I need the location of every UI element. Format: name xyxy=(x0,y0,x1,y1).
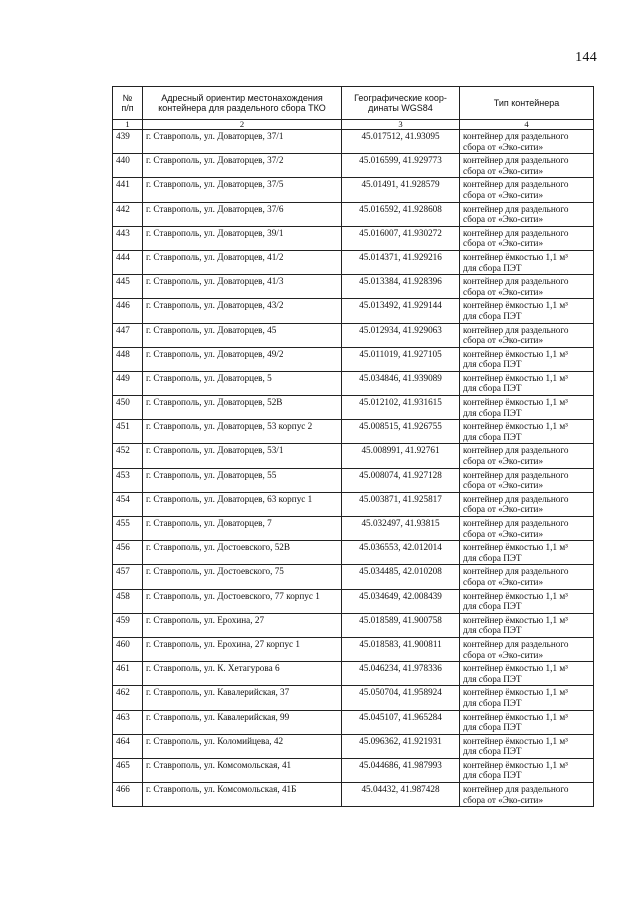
address-cell xyxy=(143,299,342,323)
coordinates-cell-text: 45.012102, 41.931615 xyxy=(359,397,442,408)
address-cell xyxy=(143,371,342,395)
address-cell xyxy=(143,420,342,444)
container-type-cell xyxy=(460,541,594,565)
row-number xyxy=(113,275,143,299)
coordinates-cell xyxy=(342,178,460,202)
row-number xyxy=(113,734,143,758)
coordinates-cell-text: 45.016592, 41.928608 xyxy=(359,203,442,214)
address-cell xyxy=(143,178,342,202)
row-number xyxy=(113,710,143,734)
container-type-cell xyxy=(460,347,594,371)
address-cell xyxy=(143,686,342,710)
coordinates-cell-text: 45.050704, 41.958924 xyxy=(359,687,442,698)
container-type-cell-text: контейнер для раздельного сбора от «Эко-сити» xyxy=(463,203,569,225)
row-number xyxy=(113,130,143,154)
address-cell-text: г. Ставрополь, ул. Кавалерийская, 37 xyxy=(146,687,290,698)
container-type-cell-text: контейнер ёмкостью 1,1 м³ для сбора ПЭТ xyxy=(463,590,568,612)
table-row xyxy=(113,396,594,420)
coordinates-cell xyxy=(342,565,460,589)
coordinates-cell-text: 45.096362, 41.921931 xyxy=(359,735,442,746)
row-number xyxy=(113,589,143,613)
address-cell-text: г. Ставрополь, ул. Доваторцев, 37/6 xyxy=(146,203,284,214)
address-cell xyxy=(143,154,342,178)
container-type-cell-text: контейнер ёмкостью 1,1 м³ для сбора ПЭТ xyxy=(463,300,568,321)
coordinates-cell-text: 45.034485, 42.010208 xyxy=(359,566,442,577)
address-cell-text: г. Ставрополь, ул. Доваторцев, 43/2 xyxy=(146,300,284,311)
coordinates-cell xyxy=(342,734,460,758)
address-cell xyxy=(143,758,342,782)
coordinates-cell xyxy=(342,396,460,420)
table-row xyxy=(113,662,594,686)
coordinates-cell xyxy=(342,613,460,637)
container-type-cell xyxy=(460,371,594,395)
container-type-cell-text: контейнер для раздельного сбора от «Эко-сити» xyxy=(463,276,569,297)
container-type-cell-text: контейнер для раздельного сбора от «Эко-сити» xyxy=(463,131,569,152)
row-number-text: 440 xyxy=(116,155,130,166)
container-type-cell xyxy=(460,154,594,178)
container-type-cell xyxy=(460,323,594,347)
row-number xyxy=(113,154,143,178)
row-number xyxy=(113,637,143,661)
container-type-cell xyxy=(460,492,594,516)
row-number xyxy=(113,783,143,807)
address-cell xyxy=(143,492,342,516)
address-cell-text: г. Ставрополь, ул. К. Хетагурова 6 xyxy=(146,663,280,674)
row-number xyxy=(113,492,143,516)
table-row xyxy=(113,420,594,444)
row-number xyxy=(113,226,143,250)
table-row xyxy=(113,371,594,395)
container-register-table xyxy=(112,86,594,807)
column-index-4: 4 xyxy=(460,120,594,130)
row-number-text: 447 xyxy=(116,324,130,335)
coordinates-cell xyxy=(342,686,460,710)
coordinates-cell-text: 45.036553, 42.012014 xyxy=(359,542,442,553)
table-row xyxy=(113,468,594,492)
container-type-cell xyxy=(460,783,594,807)
coordinates-cell-text: 45.008515, 41.926755 xyxy=(359,421,442,432)
coordinates-cell-text: 45.018589, 41.900758 xyxy=(359,614,442,625)
address-cell-text: г. Ставрополь, ул. Доваторцев, 41/2 xyxy=(146,251,284,262)
row-number xyxy=(113,565,143,589)
address-cell xyxy=(143,541,342,565)
container-type-cell xyxy=(460,396,594,420)
row-number-text: 456 xyxy=(116,542,130,553)
address-cell-text: г. Ставрополь, ул. Кавалерийская, 99 xyxy=(146,711,290,722)
address-cell xyxy=(143,323,342,347)
coordinates-cell-text: 45.012934, 41.929063 xyxy=(359,324,442,335)
container-type-cell-text: контейнер для раздельного сбора от «Эко-сити» xyxy=(463,155,569,176)
container-type-cell-text: контейнер для раздельного сбора от «Эко-сити» xyxy=(463,469,569,491)
container-type-cell xyxy=(460,130,594,154)
coordinates-cell xyxy=(342,444,460,468)
container-type-cell xyxy=(460,565,594,589)
container-type-cell xyxy=(460,444,594,468)
container-type-cell-text: контейнер для раздельного сбора от «Эко-сити» xyxy=(463,493,569,515)
address-cell xyxy=(143,468,342,492)
container-type-cell xyxy=(460,686,594,710)
coordinates-cell-text: 45.032497, 41.93815 xyxy=(361,518,440,528)
address-cell xyxy=(143,444,342,468)
address-cell-text: г. Ставрополь, ул. Доваторцев, 37/2 xyxy=(146,155,284,166)
table-row xyxy=(113,783,594,807)
column-index-1: 1 xyxy=(113,120,143,130)
table-row xyxy=(113,130,594,154)
table-header xyxy=(113,87,594,130)
table-row xyxy=(113,154,594,178)
row-number-text: 458 xyxy=(116,590,130,601)
coordinates-cell xyxy=(342,420,460,444)
coordinates-cell xyxy=(342,710,460,734)
address-cell xyxy=(143,130,342,154)
coordinates-cell xyxy=(342,468,460,492)
header-coords: Географические коор-динаты WGS84 xyxy=(342,87,460,120)
container-type-cell xyxy=(460,275,594,299)
container-type-cell xyxy=(460,613,594,637)
table-row xyxy=(113,226,594,250)
container-type-cell xyxy=(460,517,594,541)
table-row xyxy=(113,589,594,613)
container-type-cell-text: контейнер ёмкостью 1,1 м³ для сбора ПЭТ xyxy=(463,735,568,757)
coordinates-cell xyxy=(342,662,460,686)
table-row xyxy=(113,492,594,516)
address-cell xyxy=(143,734,342,758)
address-cell-text: г. Ставрополь, ул. Доваторцев, 5 xyxy=(146,372,272,383)
row-number xyxy=(113,758,143,782)
container-type-cell-text: контейнер ёмкостью 1,1 м³ для сбора ПЭТ xyxy=(463,372,568,394)
table-row xyxy=(113,323,594,347)
address-cell-text: г. Ставрополь, ул. Доваторцев, 53 корпус 2 xyxy=(146,421,313,432)
coordinates-cell-text: 45.016007, 41.930272 xyxy=(359,227,442,238)
table-row xyxy=(113,250,594,274)
row-number-text: 455 xyxy=(116,518,130,528)
container-type-cell xyxy=(460,589,594,613)
row-number-text: 462 xyxy=(116,687,130,698)
row-number-text: 460 xyxy=(116,638,130,649)
table-row xyxy=(113,613,594,637)
row-number-text: 446 xyxy=(116,300,130,311)
address-cell-text: г. Ставрополь, ул. Доваторцев, 49/2 xyxy=(146,348,284,359)
container-type-cell-text: контейнер для раздельного сбора от «Эко-сити» xyxy=(463,179,569,200)
header-address: Адресный ориентир местонахождения контейнера для раздельного сбора ТКО xyxy=(143,87,342,120)
container-type-cell xyxy=(460,250,594,274)
row-number xyxy=(113,323,143,347)
table-row xyxy=(113,178,594,202)
row-number-text: 453 xyxy=(116,469,130,480)
coordinates-cell xyxy=(342,275,460,299)
coordinates-cell xyxy=(342,517,460,541)
row-number xyxy=(113,347,143,371)
container-type-cell xyxy=(460,468,594,492)
container-type-cell xyxy=(460,637,594,661)
address-cell-text: г. Ставрополь, ул. Комсомольская, 41 xyxy=(146,759,292,770)
coordinates-cell-text: 45.011019, 41.927105 xyxy=(359,348,442,359)
coordinates-cell xyxy=(342,783,460,807)
row-number xyxy=(113,541,143,565)
address-cell-text: г. Ставрополь, ул. Коломийцева, 42 xyxy=(146,735,284,746)
coordinates-cell xyxy=(342,202,460,226)
column-index-row xyxy=(113,120,594,130)
header-num: № п/п xyxy=(113,87,143,120)
row-number xyxy=(113,178,143,202)
row-number-text: 443 xyxy=(116,227,130,238)
table-row xyxy=(113,758,594,782)
address-cell xyxy=(143,710,342,734)
container-type-cell xyxy=(460,420,594,444)
coordinates-cell-text: 45.01491, 41.928579 xyxy=(361,179,440,190)
container-type-cell-text: контейнер ёмкостью 1,1 м³ для сбора ПЭТ xyxy=(463,614,568,636)
table-row xyxy=(113,565,594,589)
header-type: Тип контейнера xyxy=(460,87,594,120)
coordinates-cell-text: 45.013384, 41.928396 xyxy=(359,276,442,287)
coordinates-cell xyxy=(342,589,460,613)
coordinates-cell-text: 45.013492, 41.929144 xyxy=(359,300,442,311)
row-number-text: 461 xyxy=(116,663,130,674)
row-number xyxy=(113,371,143,395)
container-type-cell xyxy=(460,710,594,734)
row-number xyxy=(113,396,143,420)
coordinates-cell-text: 45.014371, 41.929216 xyxy=(359,251,442,262)
address-cell-text: г. Ставрополь, ул. Доваторцев, 45 xyxy=(146,324,277,335)
container-type-cell-text: контейнер ёмкостью 1,1 м³ для сбора ПЭТ xyxy=(463,759,568,781)
container-type-cell xyxy=(460,734,594,758)
container-type-cell-text: контейнер для раздельного сбора от «Эко-сити» xyxy=(463,784,569,805)
address-cell-text: г. Ставрополь, ул. Доваторцев, 37/5 xyxy=(146,179,284,190)
coordinates-cell-text: 45.016599, 41.929773 xyxy=(359,155,442,166)
table-row xyxy=(113,202,594,226)
coordinates-cell xyxy=(342,299,460,323)
row-number xyxy=(113,517,143,541)
container-type-cell-text: контейнер для раздельного сбора от «Эко-сити» xyxy=(463,324,569,346)
address-cell-text: г. Ставрополь, ул. Доваторцев, 55 xyxy=(146,469,277,480)
coordinates-cell-text: 45.045107, 41.965284 xyxy=(359,711,442,722)
coordinates-cell xyxy=(342,154,460,178)
address-cell xyxy=(143,517,342,541)
container-type-cell-text: контейнер ёмкостью 1,1 м³ для сбора ПЭТ xyxy=(463,711,568,733)
table-row xyxy=(113,347,594,371)
address-cell-text: г. Ставрополь, ул. Доваторцев, 7 xyxy=(146,518,272,528)
address-cell-text: г. Ставрополь, ул. Ерохина, 27 xyxy=(146,614,265,625)
address-cell xyxy=(143,347,342,371)
address-cell-text: г. Ставрополь, ул. Ерохина, 27 корпус 1 xyxy=(146,638,301,649)
table-row xyxy=(113,275,594,299)
coordinates-cell xyxy=(342,371,460,395)
coordinates-cell-text: 45.008074, 41.927128 xyxy=(359,469,442,480)
container-type-cell-text: контейнер для раздельного сбора от «Эко-сити» xyxy=(463,445,569,467)
container-type-cell xyxy=(460,662,594,686)
address-cell xyxy=(143,565,342,589)
row-number-text: 449 xyxy=(116,372,130,383)
row-number xyxy=(113,299,143,323)
address-cell xyxy=(143,250,342,274)
row-number-text: 459 xyxy=(116,614,130,625)
container-type-cell-text: контейнер ёмкостью 1,1 м³ для сбора ПЭТ xyxy=(463,251,568,273)
address-cell-text: г. Ставрополь, ул. Достоевского, 77 корпус 1 xyxy=(146,590,320,601)
page-number: 144 xyxy=(575,50,597,65)
row-number-text: 454 xyxy=(116,493,130,504)
row-number xyxy=(113,202,143,226)
address-cell-text: г. Ставрополь, ул. Комсомольская, 41Б xyxy=(146,784,297,795)
coordinates-cell xyxy=(342,492,460,516)
container-type-cell-text: контейнер ёмкостью 1,1 м³ для сбора ПЭТ xyxy=(463,687,568,708)
table-row xyxy=(113,734,594,758)
coordinates-cell-text: 45.046234, 41.978336 xyxy=(359,663,442,674)
container-type-cell xyxy=(460,202,594,226)
row-number-text: 444 xyxy=(116,251,130,262)
coordinates-cell xyxy=(342,758,460,782)
row-number-text: 465 xyxy=(116,759,130,770)
table-row xyxy=(113,299,594,323)
coordinates-cell-text: 45.034649, 42.008439 xyxy=(359,590,442,601)
table-row xyxy=(113,710,594,734)
coordinates-cell-text: 45.04432, 41.987428 xyxy=(361,784,440,795)
address-cell-text: г. Ставрополь, ул. Доваторцев, 53/1 xyxy=(146,445,284,456)
row-number-text: 457 xyxy=(116,566,130,577)
coordinates-cell-text: 45.017512, 41.93095 xyxy=(361,131,440,141)
container-type-cell-text: контейнер для раздельного сбора от «Эко-сити» xyxy=(463,227,569,249)
row-number-text: 448 xyxy=(116,348,130,359)
address-cell xyxy=(143,783,342,807)
address-cell xyxy=(143,662,342,686)
address-cell-text: г. Ставрополь, ул. Доваторцев, 39/1 xyxy=(146,227,284,238)
container-type-cell xyxy=(460,758,594,782)
coordinates-cell-text: 45.034846, 41.939089 xyxy=(359,372,442,383)
table-row xyxy=(113,517,594,541)
coordinates-cell-text: 45.018583, 41.900811 xyxy=(359,638,442,649)
row-number-text: 451 xyxy=(116,421,130,432)
address-cell xyxy=(143,202,342,226)
table-body xyxy=(113,130,594,807)
row-number-text: 464 xyxy=(116,735,130,746)
address-cell xyxy=(143,275,342,299)
container-type-cell xyxy=(460,226,594,250)
coordinates-cell xyxy=(342,323,460,347)
row-number-text: 442 xyxy=(116,203,130,214)
coordinates-cell xyxy=(342,347,460,371)
address-cell-text: г. Ставрополь, ул. Достоевского, 75 xyxy=(146,566,284,577)
container-type-cell-text: контейнер ёмкостью 1,1 м³ для сбора ПЭТ xyxy=(463,397,568,418)
table-row xyxy=(113,686,594,710)
row-number-text: 445 xyxy=(116,276,130,287)
row-number xyxy=(113,662,143,686)
address-cell xyxy=(143,226,342,250)
coordinates-cell xyxy=(342,130,460,154)
row-number-text: 466 xyxy=(116,784,130,795)
table-row xyxy=(113,541,594,565)
container-type-cell-text: контейнер ёмкостью 1,1 м³ для сбора ПЭТ xyxy=(463,663,568,684)
coordinates-cell xyxy=(342,250,460,274)
coordinates-cell xyxy=(342,226,460,250)
row-number-text: 439 xyxy=(116,131,130,141)
table-row xyxy=(113,637,594,661)
column-index-3: 3 xyxy=(342,120,460,130)
coordinates-cell-text: 45.008991, 41.92761 xyxy=(361,445,440,456)
row-number xyxy=(113,444,143,468)
container-type-cell-text: контейнер ёмкостью 1,1 м³ для сбора ПЭТ xyxy=(463,542,568,563)
coordinates-cell xyxy=(342,541,460,565)
row-number xyxy=(113,420,143,444)
row-number-text: 450 xyxy=(116,397,130,408)
row-number xyxy=(113,613,143,637)
row-number xyxy=(113,250,143,274)
address-cell-text: г. Ставрополь, ул. Доваторцев, 52В xyxy=(146,397,283,408)
container-type-cell-text: контейнер для раздельного сбора от «Эко-сити» xyxy=(463,518,569,539)
coordinates-cell xyxy=(342,637,460,661)
container-type-cell-text: контейнер ёмкостью 1,1 м³ для сбора ПЭТ xyxy=(463,421,568,442)
coordinates-cell-text: 45.003871, 41.925817 xyxy=(359,493,442,504)
address-cell xyxy=(143,613,342,637)
row-number-text: 452 xyxy=(116,445,130,456)
container-type-cell-text: контейнер для раздельного сбора от «Эко-сити» xyxy=(463,638,569,660)
address-cell xyxy=(143,396,342,420)
address-cell xyxy=(143,637,342,661)
address-cell-text: г. Ставрополь, ул. Доваторцев, 63 корпус 1 xyxy=(146,493,313,504)
address-cell-text: г. Ставрополь, ул. Доваторцев, 37/1 xyxy=(146,131,284,141)
container-type-cell xyxy=(460,178,594,202)
row-number-text: 441 xyxy=(116,179,130,190)
address-cell-text: г. Ставрополь, ул. Доваторцев, 41/3 xyxy=(146,276,284,287)
table-row xyxy=(113,444,594,468)
row-number xyxy=(113,686,143,710)
coordinates-cell-text: 45.044686, 41.987993 xyxy=(359,759,442,770)
address-cell-text: г. Ставрополь, ул. Достоевского, 52В xyxy=(146,542,291,553)
address-cell xyxy=(143,589,342,613)
row-number-text: 463 xyxy=(116,711,130,722)
container-type-cell xyxy=(460,299,594,323)
column-index-2: 2 xyxy=(143,120,342,130)
row-number xyxy=(113,468,143,492)
container-type-cell-text: контейнер ёмкостью 1,1 м³ для сбора ПЭТ xyxy=(463,348,568,370)
container-type-cell-text: контейнер для раздельного сбора от «Эко-сити» xyxy=(463,566,569,587)
header-row xyxy=(113,87,594,120)
